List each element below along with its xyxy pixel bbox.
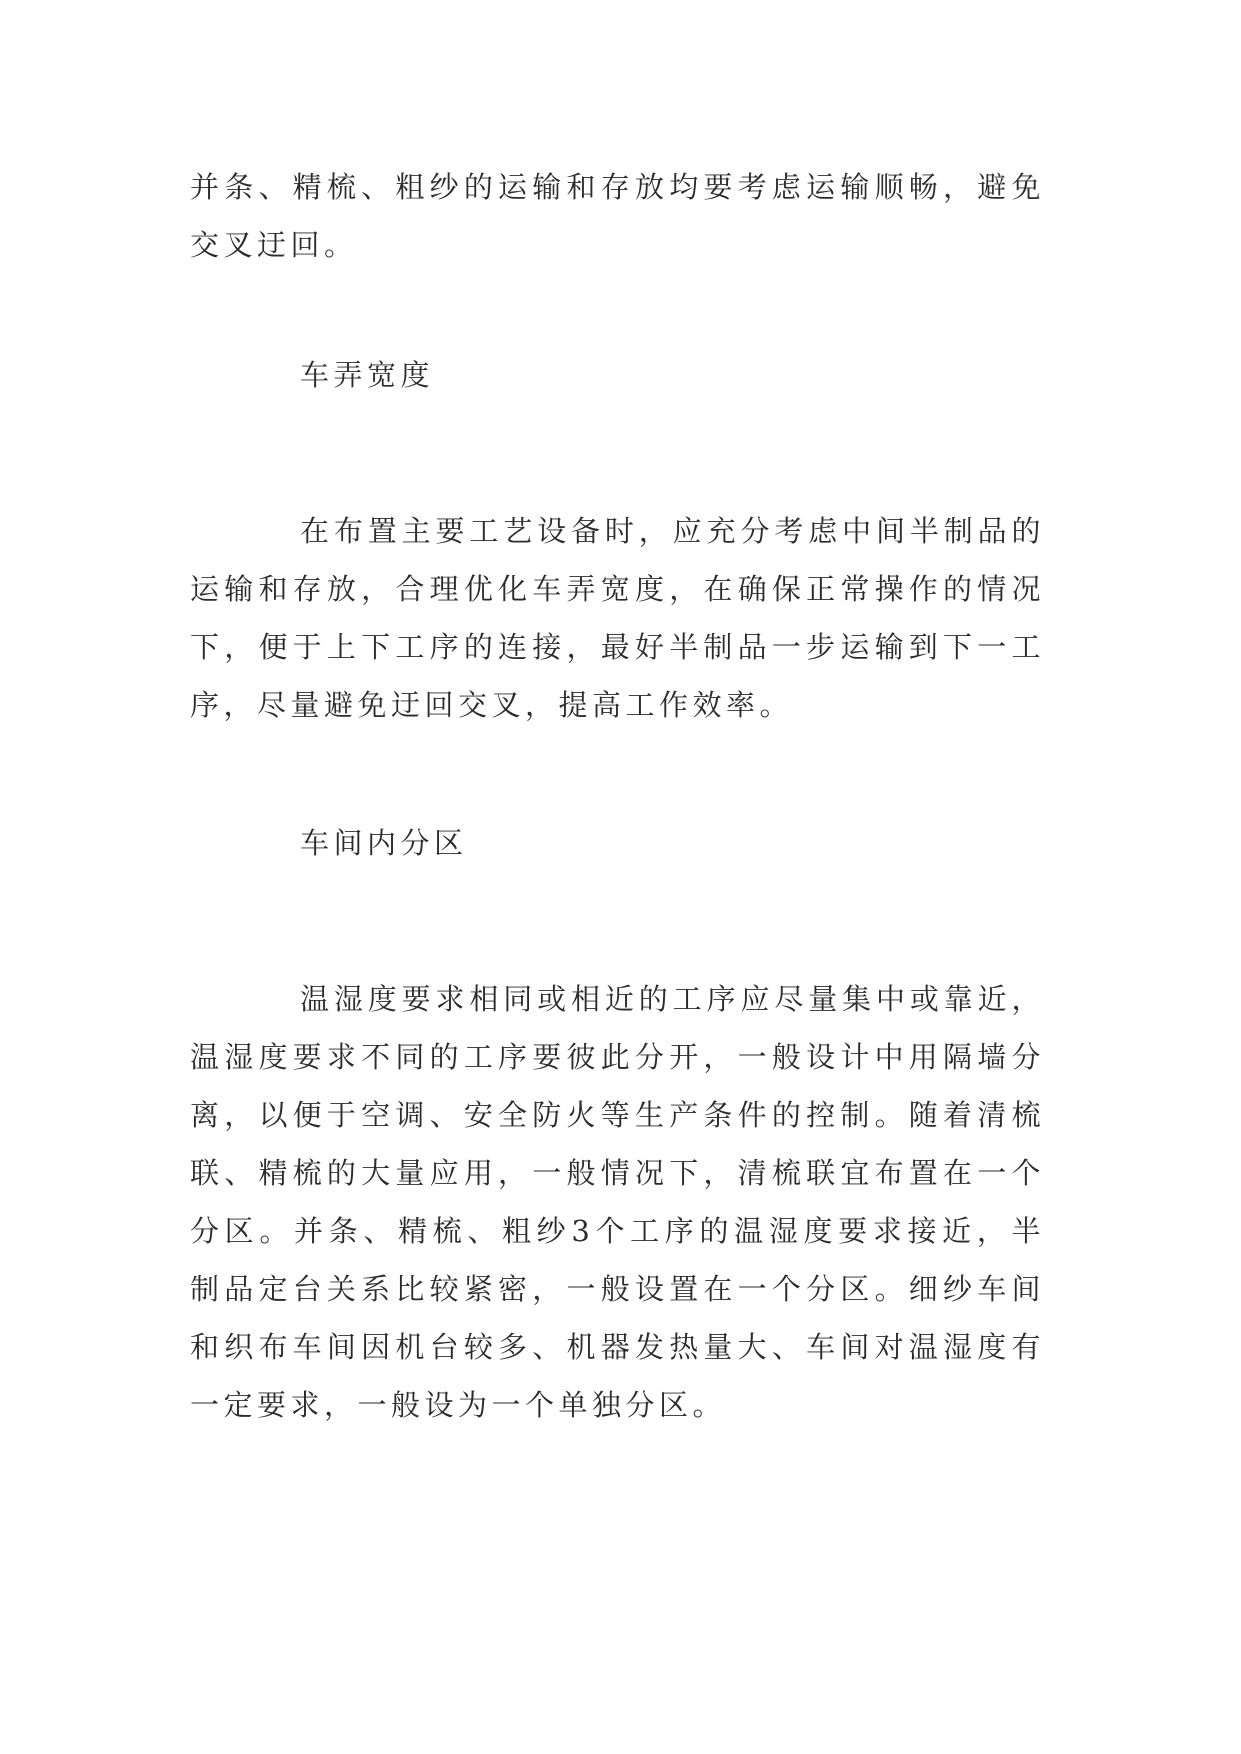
paragraph-lane-width: 在布置主要工艺设备时，应充分考虑中间半制品的运输和存放，合理优化车弄宽度，在确保正常操作的情况下，便于上下工序的连接，最好半制品一步运输到下一工序，尽量避免迂回交叉，提高工作效率。 — [190, 514, 1045, 722]
paragraph-transport-continued: 并条、精梳、粗纱的运输和存放均要考虑运输顺畅，避免交叉迂回。 — [190, 170, 1045, 262]
paragraph-zoning: 温湿度要求相同或相近的工序应尽量集中或靠近，温湿度要求不同的工序要彼此分开，一般设计中用隔墙分离，以便于空调、安全防火等生产条件的控制。随着清梳联、精梳的大量应用，一般情况下，清梳联宜布置在一个分区。并条、精梳、粗纱3个工序的温湿度要求接近，半制品定台关系比较紧密，一般设置在一个分区。细纱车间和织布车间因机台较多、机器发热量大、车间对温湿度有一定要求，一般设为一个单独分区。 — [190, 982, 1045, 1422]
section-heading-zoning: 车间内分区 — [300, 826, 468, 860]
section-heading-lane-width: 车弄宽度 — [300, 358, 435, 392]
